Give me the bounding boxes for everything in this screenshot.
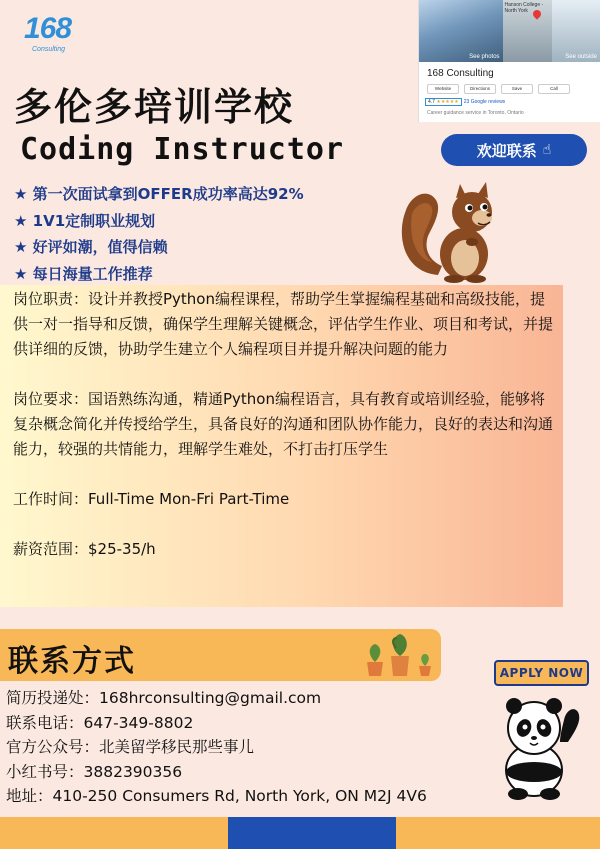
contact-details [6,686,427,809]
see-outside-caption[interactable]: See outside [565,54,597,60]
rating-stars-icon: ★★★★★ [436,99,459,105]
business-name: 168 Consulting [427,68,494,79]
reviews-link[interactable]: 23 Google reviews [463,99,506,105]
logo-number: 168 [24,12,72,45]
google-business-card[interactable] [418,0,600,122]
save-button[interactable]: Save [501,84,533,94]
directions-button[interactable]: Directions [464,84,496,94]
contact-section-title: 联系方式 [8,644,136,679]
job-title: Coding Instructor [20,132,345,167]
highlight-item: ★ 每日海量工作推荐 [14,264,153,283]
see-photos-caption[interactable]: See photos [469,54,500,60]
work-hours: 工作时间：Full-Time Mon-Fri Part-Time [13,490,290,508]
pointing-hand-icon: ☝ [542,142,552,158]
footer-accent [228,817,396,849]
business-description: Career guidance service in Toronto, Ontario [427,110,524,116]
contact-button-label: 欢迎联系 [476,141,537,160]
highlight-item: ★ 第一次面试拿到OFFER成功率高达92% [14,185,304,203]
salary-range: 薪资范围：$25-35/h [13,540,156,558]
panda-illustration [490,690,590,800]
rating-box [425,98,462,106]
highlight-item: ★ 1V1定制职业规划 [14,211,156,230]
rating-row [425,98,505,106]
contact-phone[interactable]: 联系电话：647-349-8802 [6,713,194,732]
rating-value: 4.7 [428,99,435,105]
squirrel-illustration [398,180,508,285]
highlights-list [14,181,304,287]
apply-now-button[interactable]: APPLY NOW [494,660,589,686]
job-requirements: 岗位要求：国语熟练沟通，精通Python编程语言，具有教育或培训经验，能够将复杂概念简化并传授给学生，具备良好的沟通和团队协作能力，良好的表达和沟通能力，较强的共情能力，理解学生难处，不打击打压学生 [13,390,554,458]
official-account: 官方公众号：北美留学移民那些事儿 [6,738,255,756]
website-button[interactable]: Website [427,84,459,94]
call-button[interactable]: Call [538,84,570,94]
map-thumbnail[interactable] [503,0,553,62]
highlight-item: ★ 好评如潮，值得信赖 [14,238,168,256]
logo-subtitle: Consulting [32,46,66,53]
school-title: 多伦多培训学校 [14,85,295,129]
business-actions [427,84,570,94]
building-photo[interactable] [419,0,503,62]
company-logo [20,12,80,56]
xiaohongshu-id: 小红书号：3882390356 [6,762,183,781]
address: 地址：410-250 Consumers Rd, North York, ON M2J 4V6 [6,787,427,805]
contact-us-button[interactable] [441,134,587,166]
job-duties: 岗位职责：设计并教授Python编程课程，帮助学生掌握编程基础和高级技能，提供一对一指导和反馈，确保学生理解关键概念，评估学生作业、项目和考试，并提供详细的反馈，协助学生建立个人编程项目并提升解决问题的能力 [13,290,554,358]
map-label: Hanson College - North York [504,2,544,14]
street-photo[interactable] [552,0,600,62]
potted-plants-illustration [363,632,435,678]
resume-email[interactable]: 简历投递处：168hrconsulting@gmail.com [6,689,322,707]
job-details [13,287,553,587]
business-photos[interactable] [419,0,600,62]
